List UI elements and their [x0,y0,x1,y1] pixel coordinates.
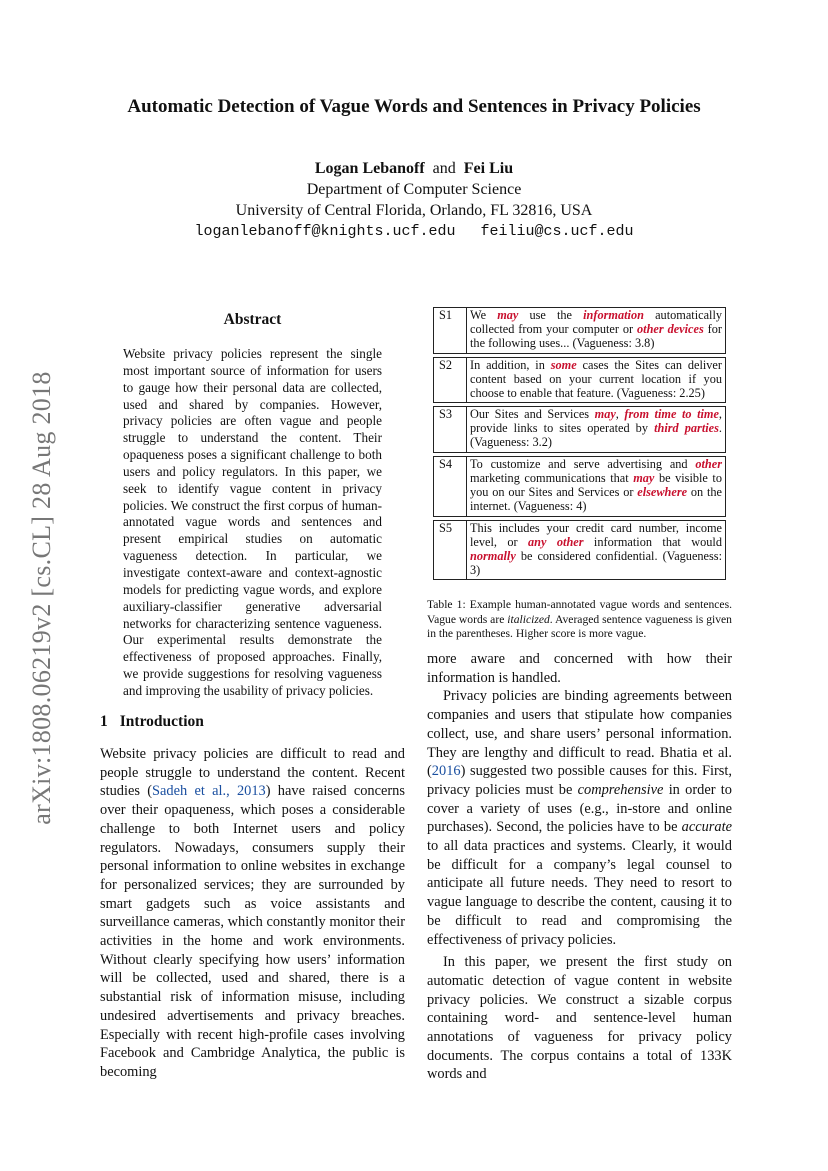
sentence-text [467,520,726,580]
vague-word: may [594,407,616,422]
caption-italic: italicized [507,612,550,626]
author-name: Logan Lebanoff [314,160,425,177]
sentence-fragment: cases the Sites can deliver content based on your current location if you choose to enable that feature. (Vagueness: 2.25) [470,357,722,400]
sentence-fragment: information that would [583,534,722,549]
vague-word: other devices [637,321,704,336]
department: Department of Computer Science [306,181,522,198]
sentence-fragment: use the [518,308,584,322]
citation-link[interactable]: Sadeh et al., 2013 [152,783,266,800]
section-title: Introduction [119,713,204,730]
table-row [434,407,726,453]
sentence-id: S1 [434,308,467,354]
sentence-id: S3 [434,407,467,453]
sentence-fragment: Our Sites and Services [470,407,595,422]
sentence-id: S2 [434,357,467,403]
sentence-fragment: on the internet. (Vagueness: 4) [470,484,723,513]
university: University of Central Florida, Orlando, FL 32816, USA [235,202,593,219]
body-text: ) suggested two possible causes for this. First, privacy policies must be [427,763,732,798]
vague-word: may [497,308,519,322]
vague-word: third parties [654,421,719,436]
paragraph [427,687,732,949]
abstract-text: Website privacy policies represent the single most important source of information for users to gauge how their personal data are collected, used and shared by companies. However, privacy policies are often vague and people struggle to understand the content. Their opaqueness poses a significant challenge to both users and policy regulators. In this paper, we seek to identify vague content in privacy policies. We construct the first corpus of human-annotated vague words and sentences and present empirical studies on automatic vagueness detection. In particular, we investigate context-aware and context-agnostic models for predicting vague words, and explore auxiliary-classifier generative adversarial networks for characterizing sentence vagueness. Our experimental results demonstrate the effectiveness of proposed approaches. Finally, we provide suggestions for resolving vagueness and improving the usability of privacy policies. [123,346,382,698]
intro-paragraph-1 [100,745,405,1082]
body-text: in order to cover a variety of uses (e.g., in-store and online purchases). Second, the policies have to be [427,781,733,836]
section-heading-introduction [100,713,204,731]
body-text: ) have raised concerns over their opaqueness, which poses a considerable challenge to both Internet users and policy regulators. Nowadays, consumers supply their personal information to online websites in exchange for personalized services; they are surrounded by smart gadgets such as voice assistants and surveillance cameras, which constantly monitor their activities in the home and work environments. Without clearly specifying how users’ information will be collected, used and shared, there is a substantial risk of information misuse, including undesired advertisements and privacy breaches. Especially with recent high-profile cases involving Facebook and Cambridge Analytica, the public is becoming [100,783,405,1080]
author-names [0,158,828,179]
author-block [0,158,828,242]
sentence-fragment: , [615,407,625,422]
section-number: 1 [100,713,108,730]
author-name: Fei Liu [463,160,514,177]
arxiv-identifier [20,348,64,848]
paragraph-continuation: more aware and concerned with how their information is handled. [427,651,732,686]
table-row [434,520,726,580]
emphasis-text: comprehensive [577,781,664,798]
vague-word: information [583,308,644,322]
vague-word: elsewhere [637,484,688,499]
caption-text: Table 1: Example human-annotated vague words and sentences. Vague words are [427,598,732,626]
sentence-text [467,357,726,403]
caption-text: . Averaged sentence vagueness is given in the parentheses. Higher score is more vague. [427,612,732,641]
sentence-fragment: In addition, in [470,357,551,372]
vague-word: other [695,457,722,472]
sentence-text [467,457,726,517]
table-row [434,457,726,517]
table-row [434,308,726,354]
paper-title: Automatic Detection of Vague Words and Sentences in Privacy Policies [127,96,701,117]
sentence-fragment: This includes your credit card number, income level, or [470,520,722,549]
table-body [434,308,726,580]
sentence-text [467,308,726,354]
sentence-id: S5 [434,520,467,580]
paragraph: In this paper, we present the first study on automatic detection of vague content in website privacy policies. We construct a sizable corpus containing word- and sentence-level human annotations of vagueness for privacy policy documents. The corpus contains a total of 133K words and [427,954,732,1083]
sentence-fragment: be considered confidential. (Vagueness: 3) [470,548,722,577]
vague-sentences-table [433,307,726,580]
vague-word: may [633,471,655,486]
body-text: Website privacy policies are difficult to read and people struggle to understand the content. Recent studies ( [100,746,405,800]
sentence-fragment: We [470,308,498,322]
body-text: to all data practices and systems. Clearly, it would be difficult for a company’s legal counsel to anticipate all future needs. They need to resort to vague language to describe the content, causing it to be difficult to read and compromising the effectiveness of privacy policies. [427,838,732,948]
author-conjunction: and [432,160,456,177]
vague-word: normally [470,548,516,563]
sentence-id: S4 [434,457,467,517]
sentence-fragment: automatically collected from your computer or [470,308,723,336]
emphasis-text: accurate [681,819,732,836]
table-caption [427,598,732,642]
body-text: Privacy policies are binding agreements between companies and users that stipulate how companies collect, use, and share users’ personal information. They are lengthy and difficult to read. Bhatia et al. ( [427,688,732,780]
sentence-text [467,407,726,453]
vague-word: some [550,357,577,372]
citation-link[interactable]: 2016 [431,763,461,780]
arxiv-id-text: arXiv:1808.06219v2 [cs.CL] 28 Aug 2018 [27,371,56,825]
author-emails: loganlebanoff@knights.ucf.edu feiliu@cs.ucf.edu [194,223,634,240]
sentence-fragment: be visible to you on our Sites and Services or [470,471,722,499]
sentence-fragment: marketing communications that [470,471,634,486]
sentence-fragment: for the following uses... (Vagueness: 3.8) [470,321,722,350]
vague-word: any other [528,534,584,549]
sentence-fragment: , provide links to sites operated by [470,407,722,436]
vague-word: from time to time [624,407,719,422]
sentence-fragment: . (Vagueness: 3.2) [470,421,722,450]
sentence-fragment: To customize and serve advertising and [470,457,696,472]
right-column-body [427,650,732,1084]
table-row [434,357,726,403]
abstract-heading: Abstract [223,311,282,328]
